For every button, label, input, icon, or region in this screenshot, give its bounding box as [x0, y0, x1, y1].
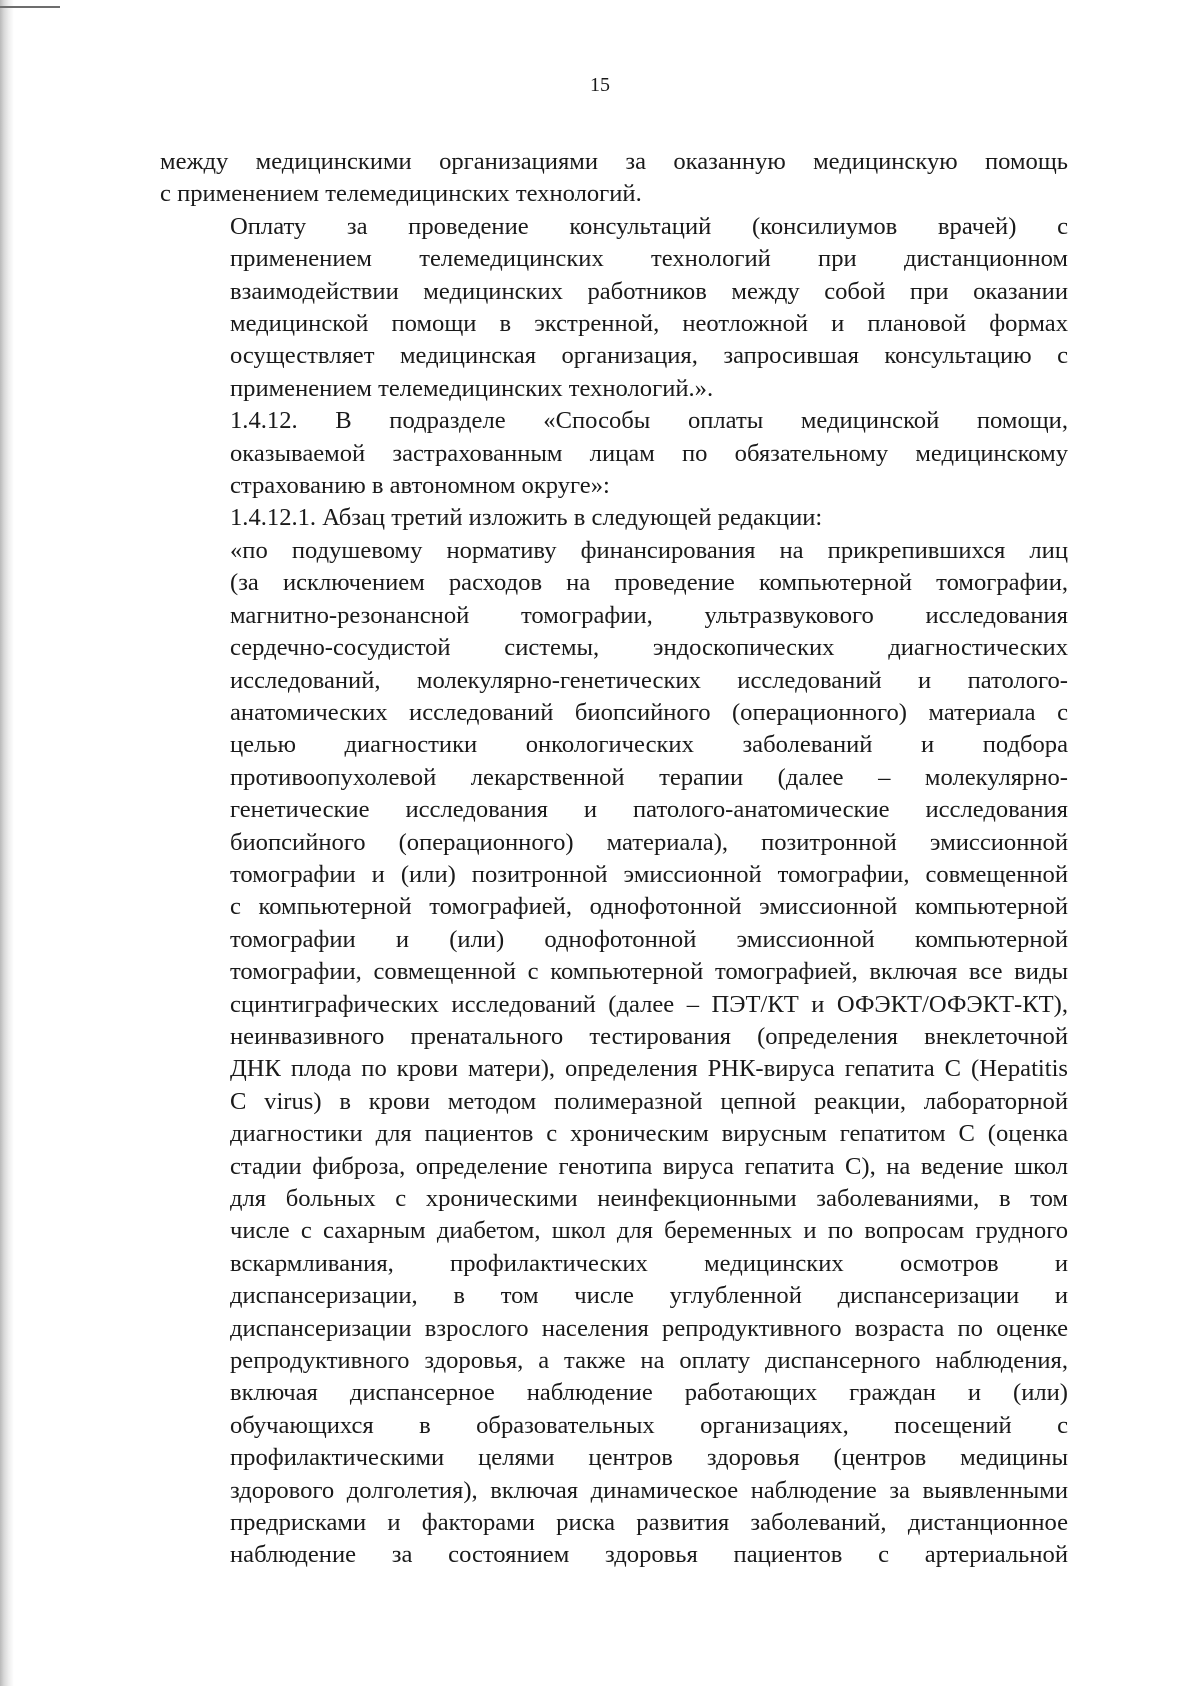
text-line: стадии фиброза, определение генотипа вируса гепатита С), на ведение школ — [230, 1152, 1068, 1180]
paragraph — [160, 502, 1068, 534]
text-line: профилактическими целями центров здоровья (центров медицины — [230, 1444, 1068, 1472]
text-line: 1.4.12. В подразделе «Способы оплаты медицинской помощи, — [230, 407, 1068, 435]
text-line: исследований, молекулярно-генетических исследований и патолого- — [230, 666, 1068, 694]
text-line: ДНК плода по крови матери), определения РНК-вируса гепатита С (Hepatitis — [230, 1055, 1068, 1083]
text-line: томографии и (или) однофотонной эмиссионной компьютерной — [230, 925, 1068, 953]
text-line: неинвазивного пренатального тестирования (определения внеклеточной — [230, 1022, 1068, 1050]
text-line: «по подушевому нормативу финансирования на прикрепившихся лиц — [230, 536, 1068, 564]
text-line: противоопухолевой лекарственной терапии (далее – молекулярно- — [230, 763, 1068, 791]
text-line: (за исключением расходов на проведение компьютерной томографии, — [230, 569, 1068, 597]
document-body — [160, 146, 1068, 1572]
text-line: наблюдение за состоянием здоровья пациентов с артериальной — [230, 1541, 1068, 1569]
text-line: целью диагностики онкологических заболеваний и подбора — [230, 731, 1068, 759]
text-line: числе с сахарным диабетом, школ для беременных и по вопросам грудного — [230, 1217, 1068, 1245]
text-line: сцинтиграфических исследований (далее – ПЭТ/КТ и ОФЭКТ/ОФЭКТ-КТ), — [230, 990, 1068, 1018]
text-line: диспансеризации, в том числе углубленной диспансеризации и — [230, 1282, 1068, 1310]
text-line: применением телемедицинских технологий при дистанционном — [230, 245, 1068, 273]
text-line: включая диспансерное наблюдение работающих граждан и (или) — [230, 1379, 1068, 1407]
scan-corner-mark — [0, 6, 60, 8]
page-number: 15 — [590, 74, 610, 96]
text-line: предрисками и факторами риска развития заболеваний, дистанционное — [230, 1509, 1068, 1537]
text-line: диагностики для пациентов с хроническим вирусным гепатитом С (оценка — [230, 1120, 1068, 1148]
text-line: репродуктивного здоровья, а также на оплату диспансерного наблюдения, — [230, 1347, 1068, 1375]
scan-shadow-edge — [0, 0, 14, 1686]
text-line: томографии и (или) позитронной эмиссионной томографии, совмещенной — [230, 860, 1068, 888]
text-line: томографии, совмещенной с компьютерной томографией, включая все виды — [230, 958, 1068, 986]
text-line: взаимодействии медицинских работников между собой при оказании — [230, 277, 1068, 305]
text-line: магнитно-резонансной томографии, ультразвукового исследования — [230, 601, 1068, 629]
text-line: C virus) в крови методом полимеразной цепной реакции, лабораторной — [230, 1087, 1068, 1115]
text-line: страхованию в автономном округе»: — [230, 472, 610, 500]
text-line: здорового долголетия), включая динамическое наблюдение за выявленными — [230, 1476, 1068, 1504]
text-line: анатомических исследований биопсийного (операционного) материала с — [230, 698, 1068, 726]
text-line: осуществляет медицинская организация, запросившая консультацию с — [230, 342, 1068, 370]
paragraph — [160, 535, 1068, 1572]
text-line: Оплату за проведение консультаций (консилиумов врачей) с — [230, 212, 1068, 240]
text-line: вскармливания, профилактических медицинских осмотров и — [230, 1249, 1068, 1277]
text-line: между медицинскими организациями за оказанную медицинскую помощь — [160, 148, 1068, 175]
paragraph — [160, 211, 1068, 405]
paragraph — [160, 146, 1068, 211]
text-line: обучающихся в образовательных организациях, посещений с — [230, 1411, 1068, 1439]
text-line: оказываемой застрахованным лицам по обязательному медицинскому — [230, 439, 1068, 467]
paragraph — [160, 405, 1068, 502]
text-line: с компьютерной томографией, однофотонной эмиссионной компьютерной — [230, 893, 1068, 921]
text-line: сердечно-сосудистой системы, эндоскопических диагностических — [230, 634, 1068, 662]
text-line: для больных с хроническими неинфекционными заболеваниями, в том — [230, 1185, 1068, 1212]
text-line: применением телемедицинских технологий.». — [230, 374, 714, 402]
text-line: 1.4.12.1. Абзац третий изложить в следующей редакции: — [230, 504, 823, 532]
text-line: с применением телемедицинских технологий. — [160, 180, 642, 208]
text-line: биопсийного (операционного) материала), позитронной эмиссионной — [230, 828, 1068, 856]
text-line: медицинской помощи в экстренной, неотложной и плановой формах — [230, 310, 1068, 338]
text-line: генетические исследования и патолого-анатомические исследования — [230, 796, 1068, 824]
text-line: диспансеризации взрослого населения репродуктивного возраста по оценке — [230, 1314, 1068, 1342]
